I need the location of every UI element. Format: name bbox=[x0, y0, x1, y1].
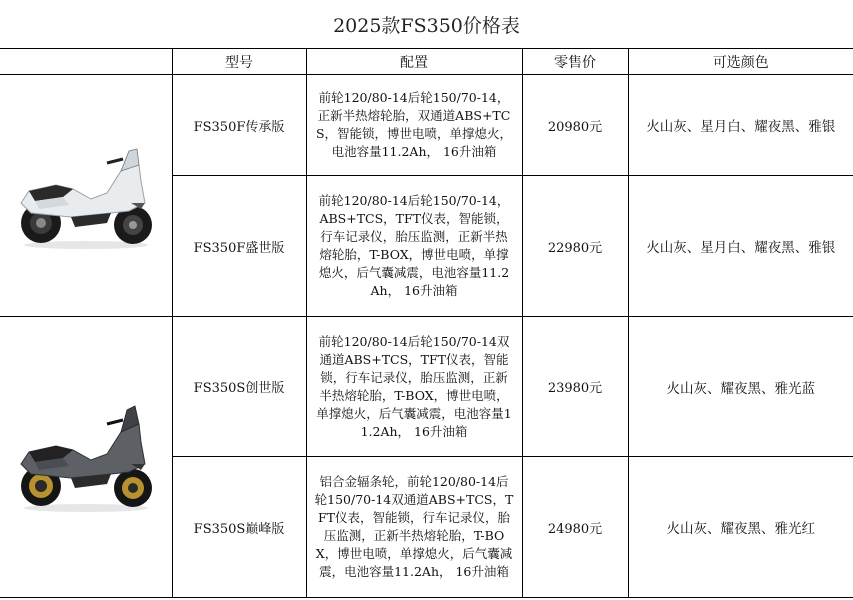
price-cell: 20980元 bbox=[522, 75, 628, 176]
price-cell: 22980元 bbox=[522, 176, 628, 317]
price-cell: 24980元 bbox=[522, 457, 628, 598]
header-model: 型号 bbox=[172, 49, 306, 75]
table-row bbox=[0, 317, 853, 457]
header-config: 配置 bbox=[306, 49, 522, 75]
price-cell: 23980元 bbox=[522, 317, 628, 457]
colors-cell: 火山灰、星月白、耀夜黑、雅银 bbox=[628, 176, 853, 317]
scooter-image-cell-f bbox=[0, 75, 172, 317]
table-header-row bbox=[0, 49, 853, 75]
header-image bbox=[0, 49, 172, 75]
table-row bbox=[0, 75, 853, 176]
colors-cell: 火山灰、星月白、耀夜黑、雅银 bbox=[628, 75, 853, 176]
colors-cell: 火山灰、耀夜黑、雅光蓝 bbox=[628, 317, 853, 457]
model-cell: FS350S创世版 bbox=[172, 317, 306, 457]
header-price: 零售价 bbox=[522, 49, 628, 75]
header-colors: 可选颜色 bbox=[628, 49, 853, 75]
white-scooter-image bbox=[11, 141, 161, 251]
model-cell: FS350F盛世版 bbox=[172, 176, 306, 317]
dark-gray-scooter-image bbox=[11, 400, 161, 515]
colors-cell: 火山灰、耀夜黑、雅光红 bbox=[628, 457, 853, 598]
scooter-image-cell-s bbox=[0, 317, 172, 598]
model-cell: FS350S巅峰版 bbox=[172, 457, 306, 598]
config-cell: 前轮120/80-14后轮150/70-14双通道ABS+TCS，TFT仪表，智能锁，行车记录仪，胎压监测，正新半热熔轮胎，T-BOX，博世电喷，单撑熄火，后气囊减震，电池容量11.2Ah， 16升油箱 bbox=[306, 317, 522, 457]
page-title: 2025款FS350价格表 bbox=[0, 0, 853, 49]
model-cell: FS350F传承版 bbox=[172, 75, 306, 176]
config-cell: 前轮120/80-14后轮150/70-14，正新半热熔轮胎，双通道ABS+TCS，智能锁，博世电喷，单撑熄火，电池容量11.2Ah， 16升油箱 bbox=[306, 75, 522, 176]
config-cell: 前轮120/80-14后轮150/70-14，ABS+TCS，TFT仪表，智能锁，行车记录仪，胎压监测，正新半热熔轮胎，T-BOX，博世电喷，单撑熄火，后气囊减震，电池容量11.2Ah， 16升油箱 bbox=[306, 176, 522, 317]
config-cell: 铝合金辐条轮，前轮120/80-14后轮150/70-14双通道ABS+TCS，TFT仪表，智能锁，行车记录仪，胎压监测，正新半热熔轮胎，T-BOX，博世电喷，单撑熄火，后气囊减震，电池容量11.2Ah， 16升油箱 bbox=[306, 457, 522, 598]
price-table bbox=[0, 48, 853, 598]
